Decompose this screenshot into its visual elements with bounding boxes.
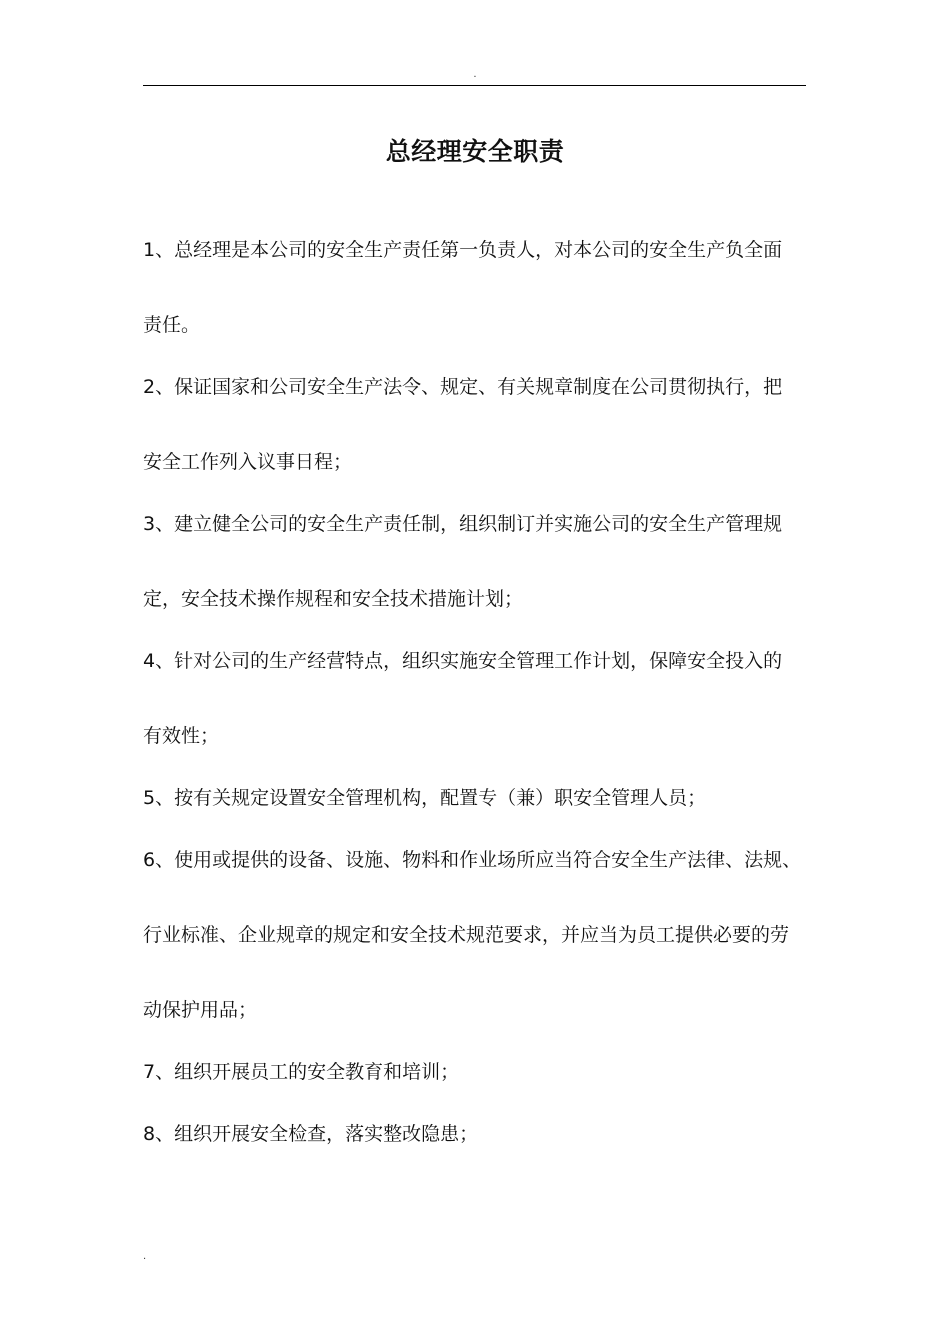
body-line-11: 行业标准、企业规章的规定和安全技术规范要求，并应当为员工提供必要的劳 (143, 924, 790, 946)
body-line-1: 1、总经理是本公司的安全生产责任第一负责人，对本公司的安全生产负全面 (143, 239, 783, 261)
body-line-5: 3、建立健全公司的安全生产责任制，组织制订并实施公司的安全生产管理规 (143, 513, 783, 535)
body-line-2: 责任。 (143, 314, 201, 336)
body-line-6: 定，安全技术操作规程和安全技术措施计划； (143, 588, 524, 610)
body-line-4: 安全工作列入议事日程； (143, 451, 353, 473)
body-line-10: 6、使用或提供的设备、设施、物料和作业场所应当符合安全生产法律、法规、 (143, 849, 802, 871)
header-rule (143, 85, 806, 86)
footer-dot: . (143, 1251, 147, 1262)
body-line-7: 4、针对公司的生产经营特点，组织实施安全管理工作计划，保障安全投入的 (143, 650, 783, 672)
body-line-3: 2、保证国家和公司安全生产法令、规定、有关规章制度在公司贯彻执行，把 (143, 376, 783, 398)
body-line-13: 7、组织开展员工的安全教育和培训； (143, 1061, 460, 1083)
body-line-9: 5、按有关规定设置安全管理机构，配置专（兼）职安全管理人员； (143, 787, 707, 809)
body-line-12: 动保护用品； (143, 999, 258, 1021)
body-line-8: 有效性； (143, 725, 220, 747)
document-title: 总经理安全职责 (385, 137, 565, 166)
header-dot: . (473, 69, 477, 80)
body-line-14: 8、组织开展安全检查，落实整改隐患； (143, 1123, 479, 1145)
